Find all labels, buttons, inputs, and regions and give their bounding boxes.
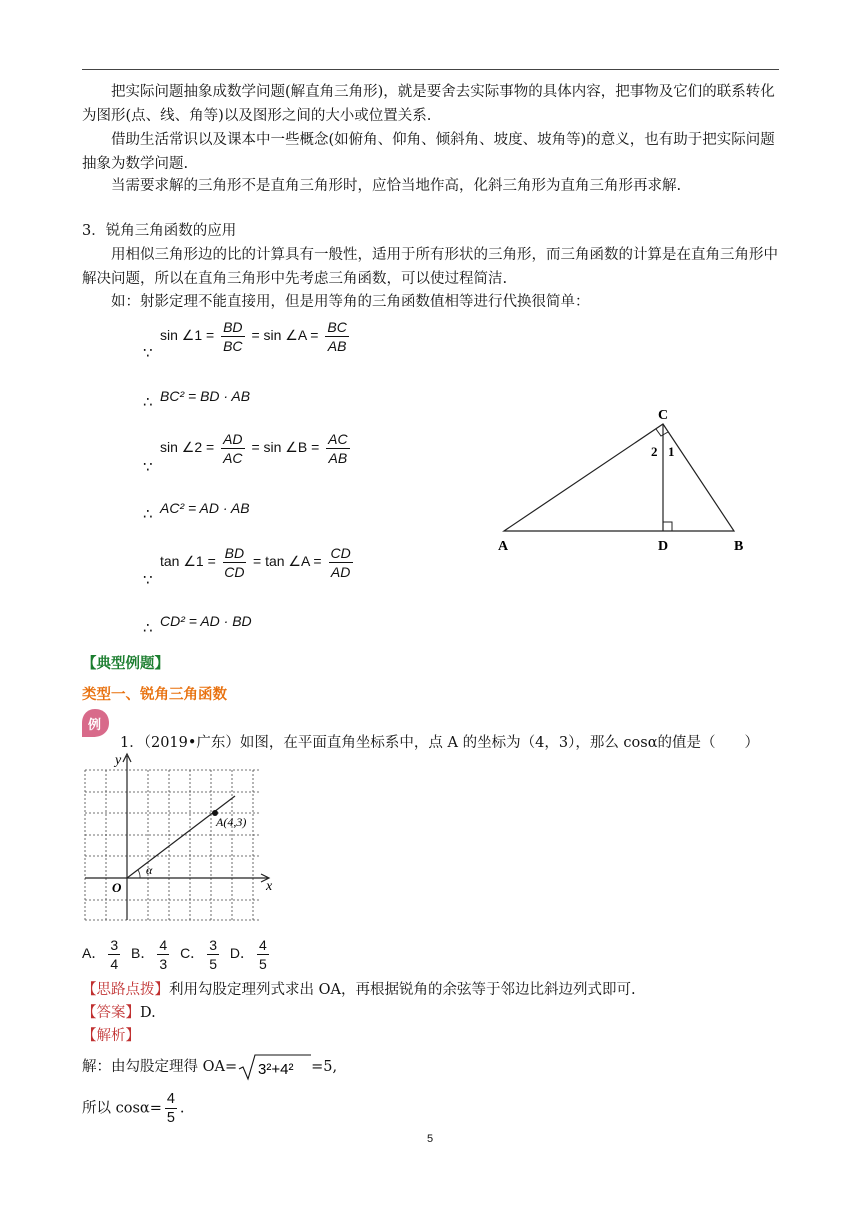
because-symbol: ∵ [143, 571, 153, 589]
formula-lhs: sin ∠2 = [160, 439, 215, 456]
type-one-heading: 类型一、锐角三角函数 [82, 687, 227, 703]
radical-sign-icon [237, 1052, 311, 1082]
solution-cos-prefix: 所以 cosα= [82, 1100, 162, 1117]
question-text: 1．（2019•广东）如图，在平面直角坐标系中，点 A 的坐标为（4，3），那么 cosα的值是（ ） [120, 735, 760, 751]
analysis-line [82, 1024, 140, 1045]
angle-1-label: 1 [668, 444, 675, 459]
page-number: 5 [426, 1133, 434, 1145]
cos-fraction: $\frac{4}{5}$ [166, 1091, 175, 1126]
formula-mid: = tan ∠A = [253, 553, 322, 570]
y-axis-label: y [115, 753, 122, 768]
hint-line [82, 978, 636, 999]
because-symbol: ∵ [143, 344, 153, 362]
ray-oa [127, 796, 235, 878]
fraction: $\frac{BC}{AB}$ [327, 319, 347, 354]
fraction: $\frac{AD}{AC}$ [223, 431, 243, 466]
answer-options [82, 936, 272, 973]
fraction: $\frac{BD}{BC}$ [223, 319, 243, 354]
svg-text:例: 例 [88, 718, 102, 733]
angle-2-label: 2 [651, 444, 658, 459]
formula-ac-squared: AC² = AD · AB [160, 500, 250, 516]
x-axis-label: x [266, 879, 273, 894]
point-a-label: A(4,3) [216, 815, 247, 829]
solution-result: =5, [311, 1059, 338, 1075]
therefore-symbol: ∴ [143, 505, 153, 523]
paragraph-abstraction: 把实际问题抽象成数学问题(解直角三角形)，就是要舍去实际事物的具体内容，把事物及它们的联系转化为图形(点、线、角等)以及图形之间的大小或位置关系. [82, 84, 775, 124]
vertex-d-label: D [658, 539, 669, 554]
fraction: $\frac{BD}{CD}$ [224, 545, 245, 580]
grid-lines [85, 770, 261, 920]
formula-mid: = sin ∠A = [251, 327, 319, 344]
section-title: 3．锐角三角函数的应用 [82, 223, 237, 239]
paragraph-oblique: 当需要求解的三角形不是直角三角形时，应恰当地作高，化斜三角形为直角三角形再求解. [111, 178, 682, 194]
example-badge-icon [80, 708, 110, 738]
option-a[interactable]: A． $\frac{3}{4}$ [82, 937, 119, 972]
header-rule [82, 69, 779, 70]
formula-lhs: sin ∠1 = [160, 327, 215, 344]
solution-prefix: 解：由勾股定理得 OA= [82, 1059, 238, 1075]
vertex-a-label: A [498, 539, 509, 554]
formula-sin2 [160, 430, 353, 467]
option-c[interactable]: C． $\frac{3}{5}$ [180, 937, 217, 972]
formula-sin1 [160, 318, 352, 355]
paragraph-concepts: 借助生活常识以及课本中一些概念(如俯角、仰角、倾斜角、坡度、坡角等)的意义，也有助于把实际问题抽象为数学问题. [82, 132, 775, 172]
vertex-c-label: C [658, 408, 669, 423]
section-paragraph-1: 用相似三角形边的比的计算具有一般性，适用于所有形状的三角形，而三角函数的计算是在直角三角形中解决问题，所以在直角三角形中先考虑三角函数，可以使过程简洁. [82, 247, 778, 287]
therefore-symbol: ∴ [143, 393, 153, 411]
triangle-outline [504, 424, 734, 531]
angle-alpha-label: α [146, 863, 153, 877]
vertex-b-label: B [734, 539, 744, 554]
answer-tag: 【答案】 [82, 1005, 140, 1021]
formula-lhs: tan ∠1 = [160, 553, 216, 570]
therefore-symbol: ∴ [143, 619, 153, 637]
coordinate-grid-figure [80, 752, 280, 927]
answer-line [82, 1001, 156, 1022]
formula-cd-squared: CD² = AD · BD [160, 613, 252, 629]
hint-tag: 【思路点拨】 [82, 982, 169, 998]
formula-tan1 [160, 544, 356, 581]
section-paragraph-2: 如：射影定理不能直接用，但是用等角的三角函数值相等进行代换很简单： [111, 294, 590, 310]
solution-period: . [179, 1100, 185, 1117]
fraction: $\frac{AC}{AB}$ [328, 431, 348, 466]
option-b[interactable]: B． $\frac{4}{3}$ [131, 937, 168, 972]
because-symbol: ∵ [143, 458, 153, 476]
angle-alpha-arc [138, 870, 140, 878]
right-angle-mark-c [656, 429, 668, 436]
typical-examples-heading: 【典型例题】 [82, 656, 169, 672]
hint-text: 利用勾股定理列式求出 OA，再根据锐角的余弦等于邻边比斜边列式即可. [169, 982, 636, 998]
right-triangle-diagram [490, 400, 760, 560]
right-angle-mark-d [663, 522, 672, 531]
solution-line-2 [82, 1090, 185, 1127]
analysis-tag: 【解析】 [82, 1028, 140, 1044]
formula-bc-squared: BC² = BD · AB [160, 388, 251, 404]
answer-text: D. [140, 1005, 156, 1021]
formula-mid: = sin ∠B = [251, 439, 320, 456]
solution-line-1 [82, 1052, 337, 1082]
svg-text:3²+4²: 3²+4² [258, 1061, 294, 1078]
square-root [237, 1052, 311, 1082]
option-d[interactable]: D． $\frac{4}{5}$ [229, 937, 267, 972]
fraction: $\frac{CD}{AD}$ [330, 545, 351, 580]
origin-label: O [112, 880, 122, 895]
